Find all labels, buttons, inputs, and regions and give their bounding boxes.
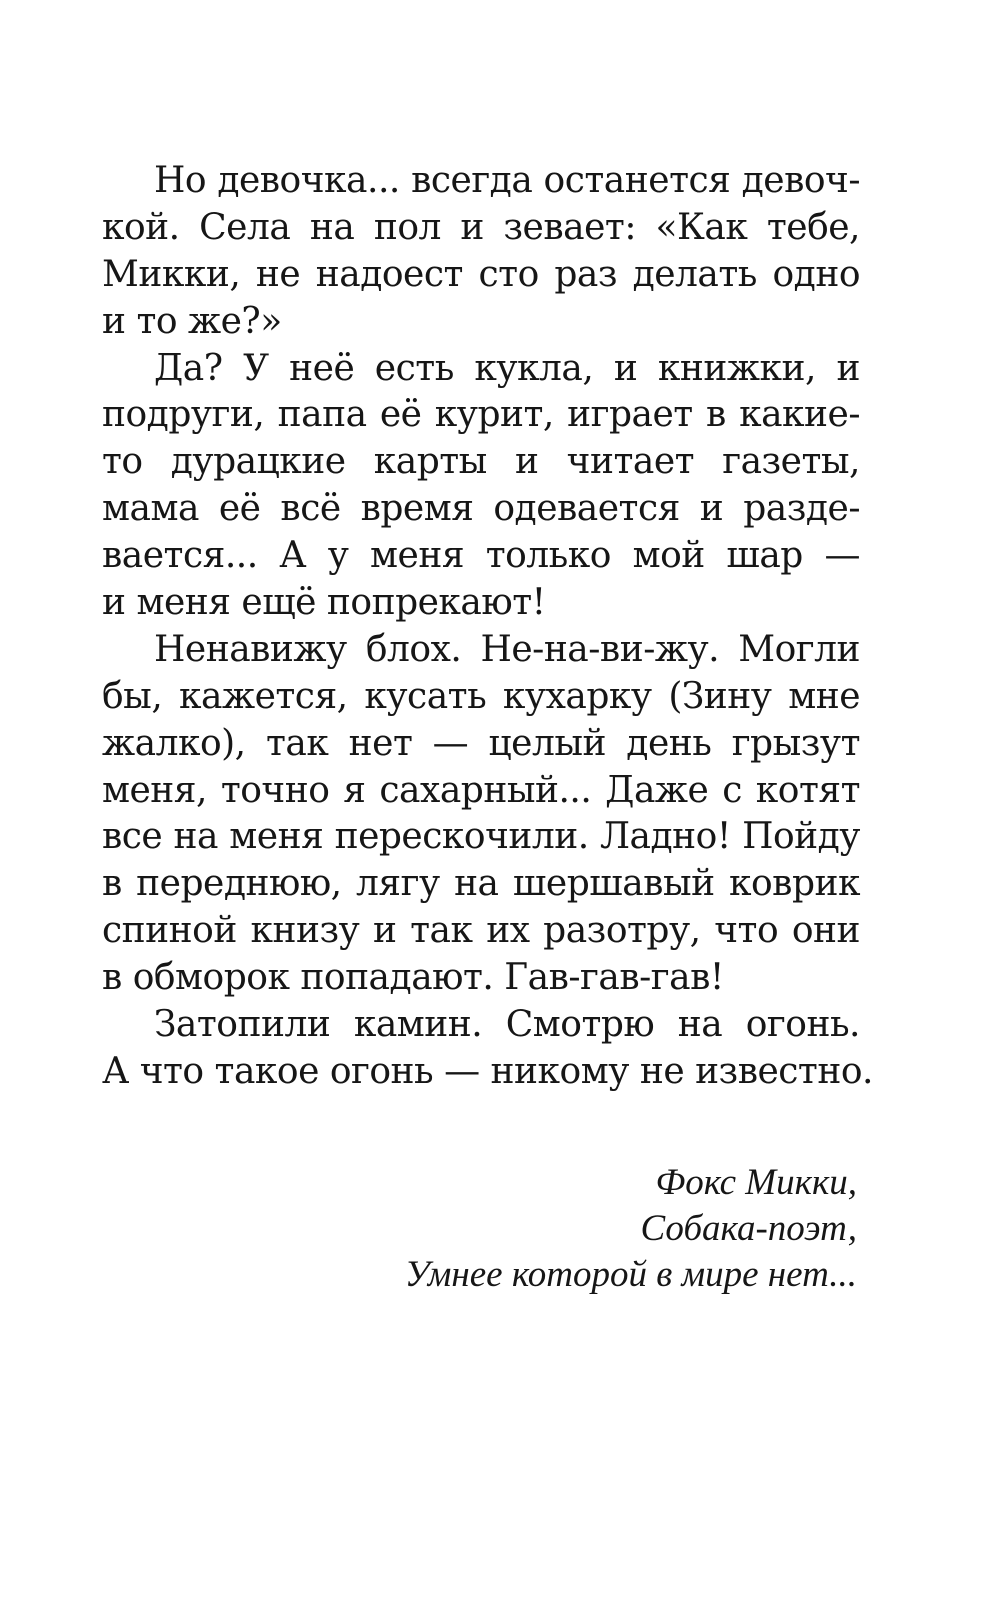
text-line: и меня ещё попрекают!: [102, 582, 546, 624]
text-line: Да? У неё есть кукла, и книжки, и: [154, 347, 860, 389]
text-line: все на меня перескочили. Ладно! Пойду: [102, 816, 860, 858]
text-line: бы, кажется, кусать кухарку (Зину мне: [102, 675, 860, 717]
text-line: спиной книзу и так их разотру, что они: [102, 910, 860, 952]
signature-line: Фокс Микки,: [655, 1162, 857, 1203]
text-line: Ненавижу блох. Не-на-ви-жу. Могли: [154, 628, 860, 670]
text-line: меня, точно я сахарный... Даже с котят: [102, 769, 860, 811]
text-line: вается... А у меня только мой шар —: [102, 535, 860, 577]
signature: [405, 1160, 857, 1298]
text-line: Микки, не надоест сто раз делать одно: [102, 253, 860, 295]
paragraph: [102, 346, 860, 627]
text-line: А что такое огонь — никому не известно.: [102, 1050, 873, 1092]
text-line: Затопили камин. Смотрю на огонь.: [154, 1004, 860, 1046]
text-line: мама её всё время одевается и разде-: [102, 488, 860, 530]
paragraph: [102, 158, 860, 346]
body-text: [102, 158, 873, 1096]
text-line: то дурацкие карты и читает газеты,: [102, 441, 860, 483]
paragraph: [102, 627, 860, 1002]
signature-line: Умнее которой в мире нет...: [404, 1254, 857, 1295]
text-line: подруги, папа её курит, играет в какие-: [102, 394, 860, 436]
text-line: в переднюю, лягу на шершавый коврик: [102, 863, 860, 905]
text-line: Но девочка... всегда останется девоч-: [154, 160, 860, 201]
text-line: и то же?»: [102, 300, 282, 342]
paragraph: [102, 1002, 873, 1096]
text-line: жалко), так нет — целый день грызут: [102, 722, 860, 764]
text-line: кой. Села на пол и зевает: «Как тебе,: [102, 206, 860, 248]
text-line: в обморок попадают. Гав-гав-гав!: [102, 957, 724, 999]
signature-line: Собака-поэт,: [640, 1208, 857, 1249]
